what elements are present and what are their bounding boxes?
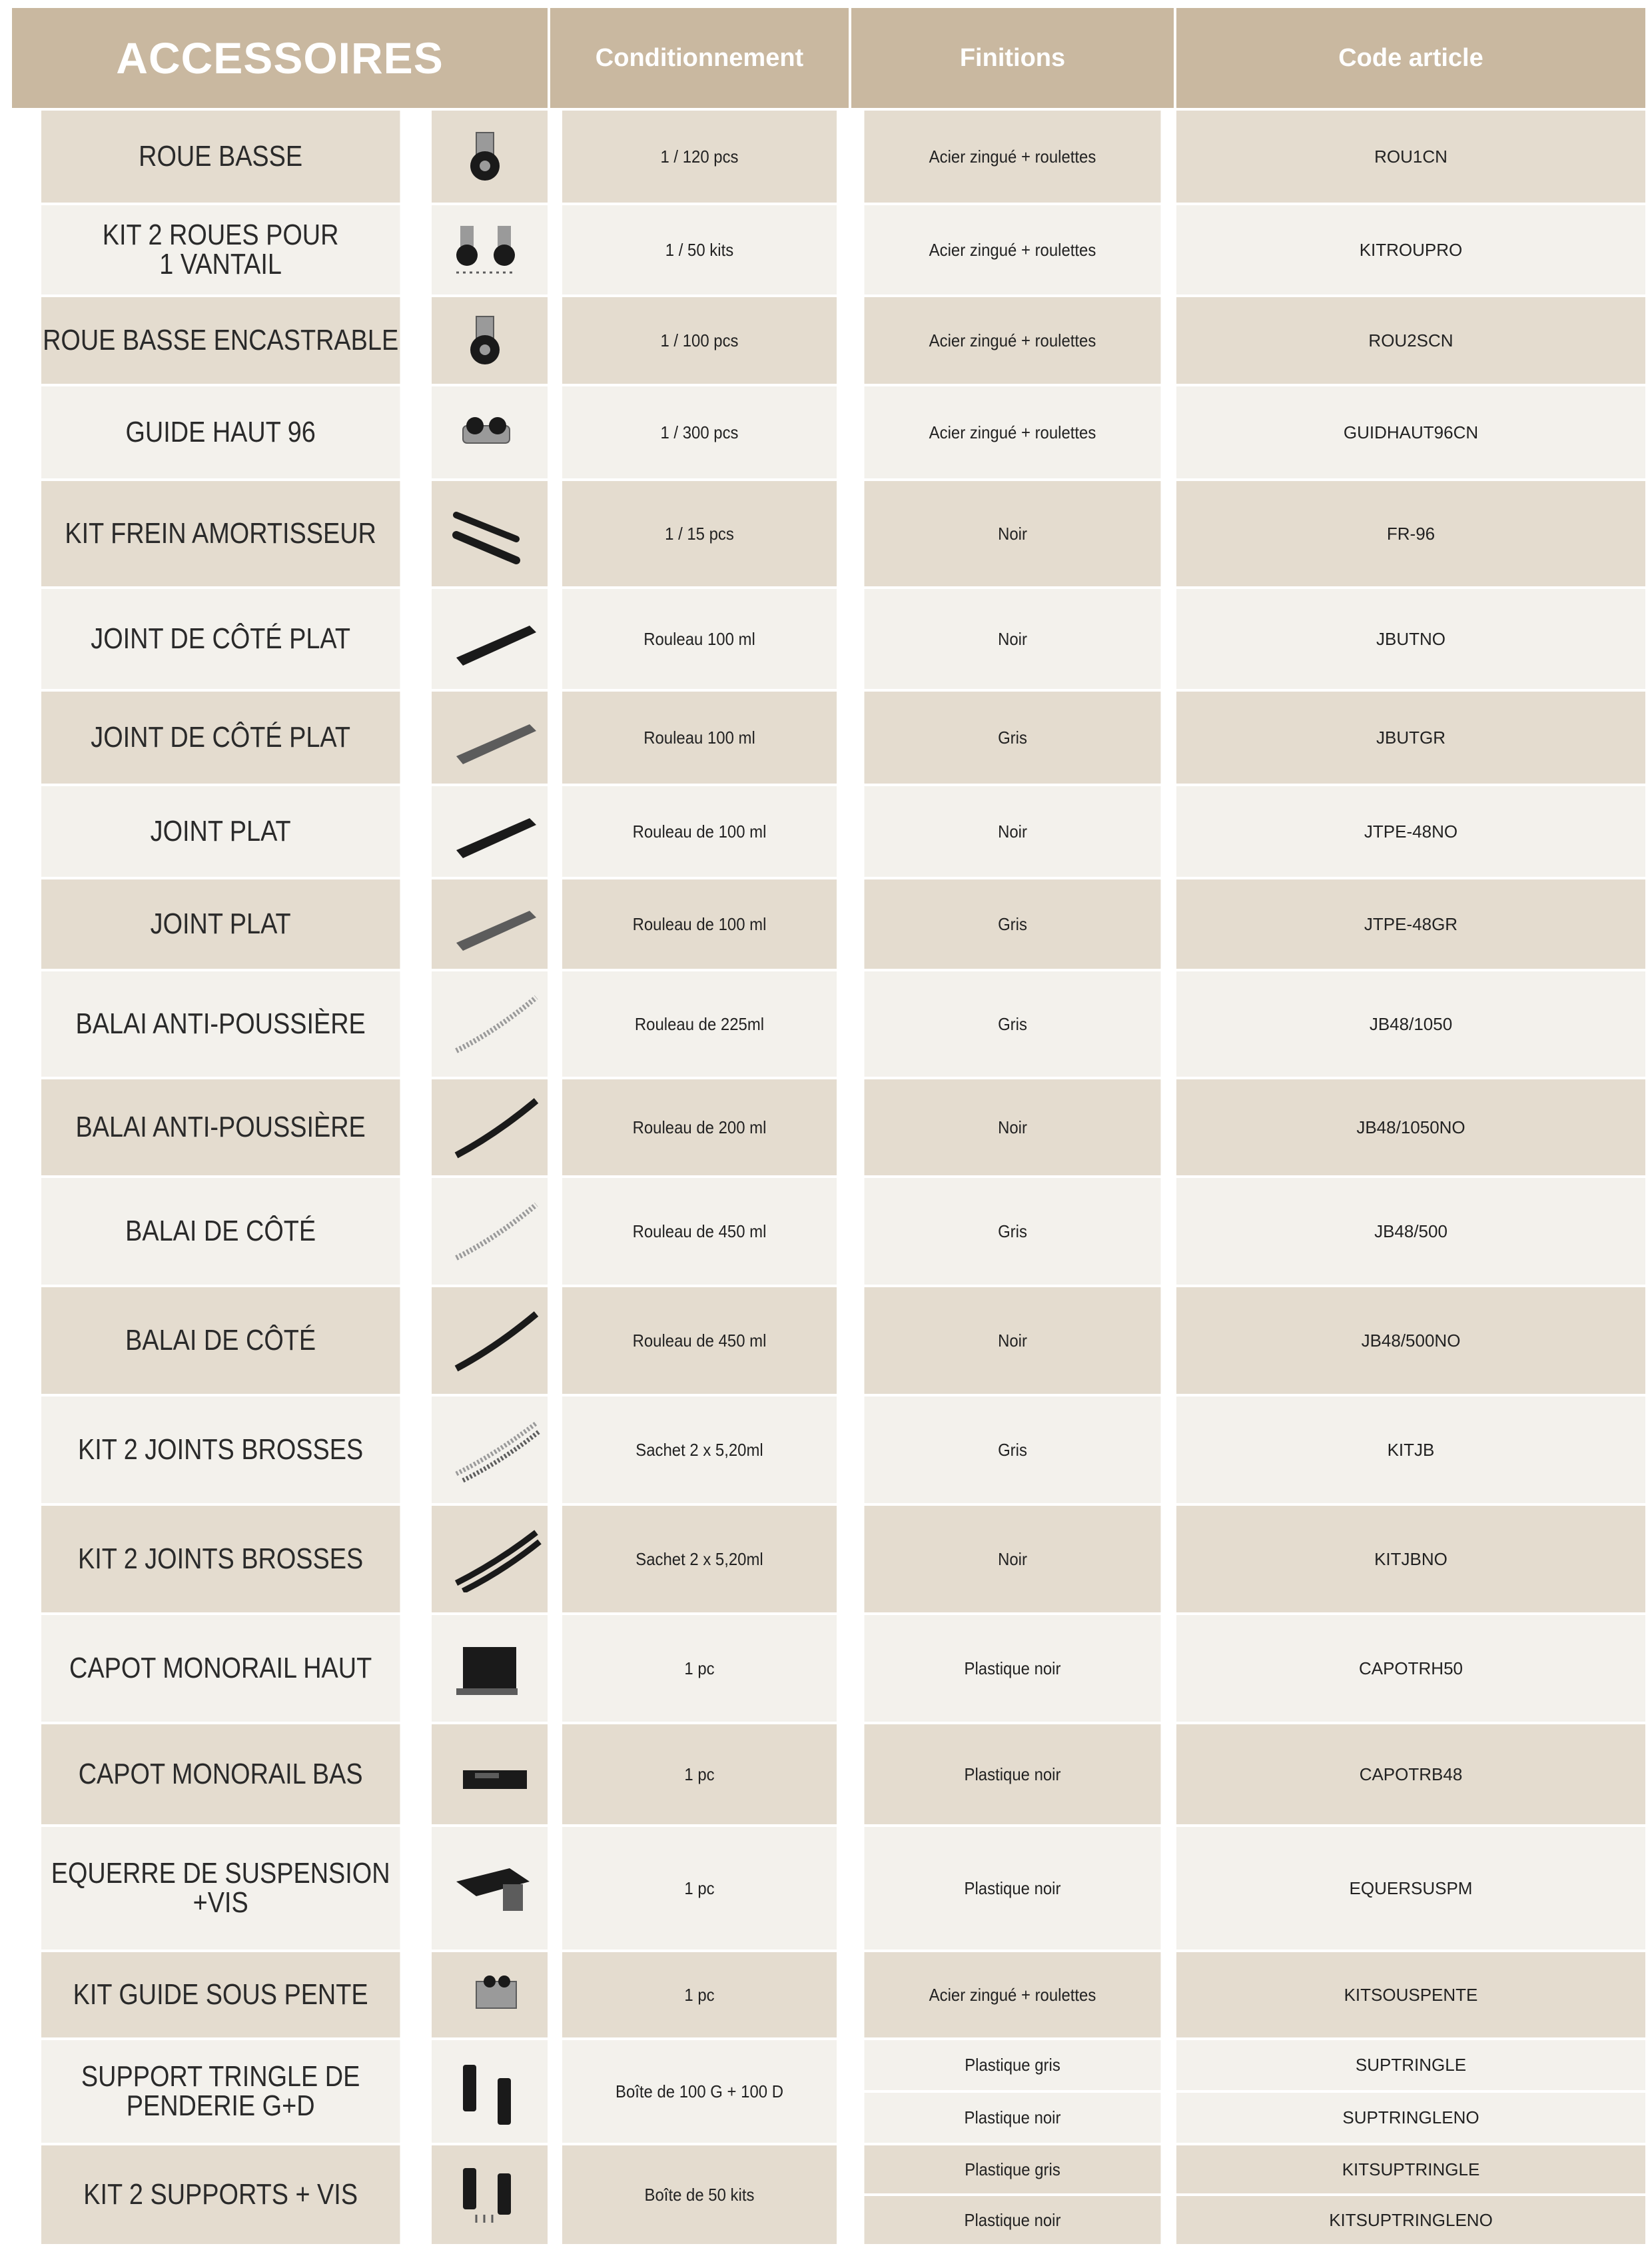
packaging-cell: Rouleau de 100 ml (561, 878, 838, 970)
table-row (12, 385, 1645, 480)
code-cell: KITSOUSPENTE (1175, 1951, 1645, 2039)
packaging-cell: Rouleau de 100 ml (561, 785, 838, 878)
table-row (12, 1504, 1645, 1614)
product-name: JOINT PLAT (41, 878, 401, 970)
code-cell: JB48/500NO (1175, 1286, 1645, 1395)
table-row (12, 1951, 1645, 2039)
finish-cell: Acier zingué + roulettes (863, 385, 1162, 480)
finish-option: Plastique noir (864, 2193, 1160, 2244)
double-brush-grey-icon (436, 1416, 543, 1483)
product-image (430, 2144, 549, 2245)
product-name: JOINT PLAT (41, 785, 401, 878)
header-finish: Finitions (850, 8, 1175, 109)
finish-cell: Acier zingué + roulettes (863, 109, 1162, 204)
finish-option: Plastique noir (864, 2090, 1160, 2143)
table-row (12, 1078, 1645, 1177)
product-image (430, 109, 549, 204)
code-cell: JTPE-48NO (1175, 785, 1645, 878)
damper-icon (436, 500, 543, 567)
finish-cell: Acier zingué + roulettes (863, 204, 1162, 296)
product-name: KIT 2 JOINTS BROSSES (41, 1504, 401, 1614)
product-image (430, 1395, 549, 1504)
packaging-cell: 1 pc (561, 1951, 838, 2039)
product-image (430, 1614, 549, 1723)
accessories-table (12, 8, 1645, 2247)
rod-support-screws-icon (436, 2161, 543, 2228)
code-cell: JB48/1050NO (1175, 1078, 1645, 1177)
product-image (430, 1177, 549, 1286)
finish-cell (863, 2144, 1162, 2245)
product-image (430, 878, 549, 970)
table-row (12, 1614, 1645, 1723)
finish-cell: Gris (863, 878, 1162, 970)
packaging-cell: 1 / 15 pcs (561, 480, 838, 588)
code-option: KITSUPTRINGLENO (1176, 2193, 1645, 2244)
product-name: EQUERRE DE SUSPENSION +VIS (41, 1826, 401, 1951)
finish-cell: Gris (863, 690, 1162, 785)
table-row (12, 1177, 1645, 1286)
product-image (430, 785, 549, 878)
packaging-cell: Rouleau de 200 ml (561, 1078, 838, 1177)
packaging-cell: Rouleau 100 ml (561, 588, 838, 690)
table-row (12, 296, 1645, 385)
product-name: KIT 2 JOINTS BROSSES (41, 1395, 401, 1504)
packaging-cell: Rouleau de 450 ml (561, 1177, 838, 1286)
table-row (12, 970, 1645, 1078)
code-option: SUPTRINGLENO (1176, 2090, 1645, 2143)
product-image (430, 385, 549, 480)
product-name: KIT 2 ROUES POUR 1 VANTAIL (41, 204, 401, 296)
finish-cell: Plastique noir (863, 1826, 1162, 1951)
finish-cell: Plastique noir (863, 1723, 1162, 1826)
product-name: KIT GUIDE SOUS PENTE (41, 1951, 401, 2039)
wheel-icon (436, 123, 543, 190)
table-title: ACCESSOIRES (12, 8, 549, 109)
product-image (430, 1723, 549, 1826)
packaging-cell: Sachet 2 x 5,20ml (561, 1504, 838, 1614)
code-cell: FR-96 (1175, 480, 1645, 588)
product-name: ROUE BASSE ENCASTRABLE (41, 296, 401, 385)
product-name: SUPPORT TRINGLE DE PENDERIE G+D (41, 2039, 401, 2144)
product-name: BALAI DE CÔTÉ (41, 1286, 401, 1395)
code-cell: JB48/500 (1175, 1177, 1645, 1286)
profile-black-icon (436, 798, 543, 865)
brush-grey-icon (436, 991, 543, 1057)
code-cell (1175, 2144, 1645, 2245)
product-name: BALAI ANTI-POUSSIÈRE (41, 1078, 401, 1177)
product-name: KIT 2 SUPPORTS + VIS (41, 2144, 401, 2245)
brush-black-icon (436, 1307, 543, 1374)
packaging-cell: 1 / 100 pcs (561, 296, 838, 385)
table-row (12, 1286, 1645, 1395)
table-row (12, 109, 1645, 204)
product-name: JOINT DE CÔTÉ PLAT (41, 588, 401, 690)
packaging-cell: Boîte de 100 G + 100 D (561, 2039, 838, 2144)
finish-cell: Gris (863, 970, 1162, 1078)
finish-cell: Gris (863, 1395, 1162, 1504)
code-cell: JB48/1050 (1175, 970, 1645, 1078)
code-option: KITSUPTRINGLE (1342, 2159, 1480, 2179)
product-name: BALAI DE CÔTÉ (41, 1177, 401, 1286)
header-packaging: Conditionnement (549, 8, 850, 109)
code-cell: CAPOTRB48 (1175, 1723, 1645, 1826)
code-option: SUPTRINGLE (1355, 2055, 1467, 2075)
product-image (430, 588, 549, 690)
code-cell: KITROUPRO (1175, 204, 1645, 296)
code-cell: CAPOTRH50 (1175, 1614, 1645, 1723)
table-row (12, 1723, 1645, 1826)
table-row (12, 1826, 1645, 1951)
code-cell: ROU1CN (1175, 109, 1645, 204)
table-row (12, 785, 1645, 878)
code-cell: KITJBNO (1175, 1504, 1645, 1614)
code-cell: KITJB (1175, 1395, 1645, 1504)
table-row (12, 878, 1645, 970)
packaging-cell: 1 pc (561, 1826, 838, 1951)
profile-grey-icon (436, 704, 543, 771)
packaging-cell: 1 / 300 pcs (561, 385, 838, 480)
product-image (430, 296, 549, 385)
code-cell: EQUERSUSPM (1175, 1826, 1645, 1951)
rod-support-icon (436, 2058, 543, 2125)
product-image (430, 1078, 549, 1177)
table-row (12, 690, 1645, 785)
product-name: JOINT DE CÔTÉ PLAT (41, 690, 401, 785)
packaging-cell: Boîte de 50 kits (561, 2144, 838, 2245)
product-image (430, 204, 549, 296)
wheel-icon (436, 307, 543, 374)
product-image (430, 1504, 549, 1614)
packaging-cell: 1 / 50 kits (561, 204, 838, 296)
finish-cell: Gris (863, 1177, 1162, 1286)
code-cell: GUIDHAUT96CN (1175, 385, 1645, 480)
finish-cell: Noir (863, 785, 1162, 878)
finish-cell: Noir (863, 480, 1162, 588)
packaging-cell: 1 pc (561, 1614, 838, 1723)
packaging-cell: Sachet 2 x 5,20ml (561, 1395, 838, 1504)
product-image (430, 1286, 549, 1395)
product-image (430, 970, 549, 1078)
bracket-icon (436, 1855, 543, 1922)
finish-option: Plastique gris (965, 2055, 1060, 2075)
slope-guide-icon (436, 1962, 543, 2028)
product-image (430, 1951, 549, 2039)
product-name: CAPOT MONORAIL HAUT (41, 1614, 401, 1723)
code-cell: JBUTNO (1175, 588, 1645, 690)
finish-cell: Noir (863, 1504, 1162, 1614)
brush-grey-icon (436, 1198, 543, 1265)
product-image (430, 2039, 549, 2144)
packaging-cell: 1 / 120 pcs (561, 109, 838, 204)
finish-option: Plastique gris (965, 2159, 1060, 2179)
code-cell: JTPE-48GR (1175, 878, 1645, 970)
product-image (430, 480, 549, 588)
finish-cell (863, 2039, 1162, 2144)
finish-cell: Plastique noir (863, 1614, 1162, 1723)
brush-black-icon (436, 1094, 543, 1161)
table-row (12, 2039, 1645, 2144)
code-cell (1175, 2039, 1645, 2144)
product-name: ROUE BASSE (41, 109, 401, 204)
code-cell: JBUTGR (1175, 690, 1645, 785)
table-row (12, 2144, 1645, 2245)
cap-low-icon (436, 1741, 543, 1808)
code-cell: ROU2SCN (1175, 296, 1645, 385)
packaging-cell: 1 pc (561, 1723, 838, 1826)
packaging-cell: Rouleau de 225ml (561, 970, 838, 1078)
product-image (430, 1826, 549, 1951)
header-code: Code article (1175, 8, 1645, 109)
table-row (12, 588, 1645, 690)
table-header (12, 8, 1645, 109)
cap-high-icon (436, 1635, 543, 1702)
product-name: BALAI ANTI-POUSSIÈRE (41, 970, 401, 1078)
product-name: GUIDE HAUT 96 (41, 385, 401, 480)
product-name: KIT FREIN AMORTISSEUR (41, 480, 401, 588)
profile-black-icon (436, 606, 543, 672)
finish-cell: Acier zingué + roulettes (863, 296, 1162, 385)
table-row (12, 480, 1645, 588)
product-name: CAPOT MONORAIL BAS (41, 1723, 401, 1826)
packaging-cell: Rouleau de 450 ml (561, 1286, 838, 1395)
finish-cell: Noir (863, 588, 1162, 690)
profile-grey-icon (436, 891, 543, 957)
table-row (12, 204, 1645, 296)
table-body (12, 109, 1645, 2245)
finish-cell: Noir (863, 1078, 1162, 1177)
product-image (430, 690, 549, 785)
finish-cell: Acier zingué + roulettes (863, 1951, 1162, 2039)
double-brush-black-icon (436, 1526, 543, 1592)
packaging-cell: Rouleau 100 ml (561, 690, 838, 785)
top-guide-icon (436, 399, 543, 466)
table-row (12, 1395, 1645, 1504)
wheel-pair-icon (436, 217, 543, 283)
finish-cell: Noir (863, 1286, 1162, 1395)
